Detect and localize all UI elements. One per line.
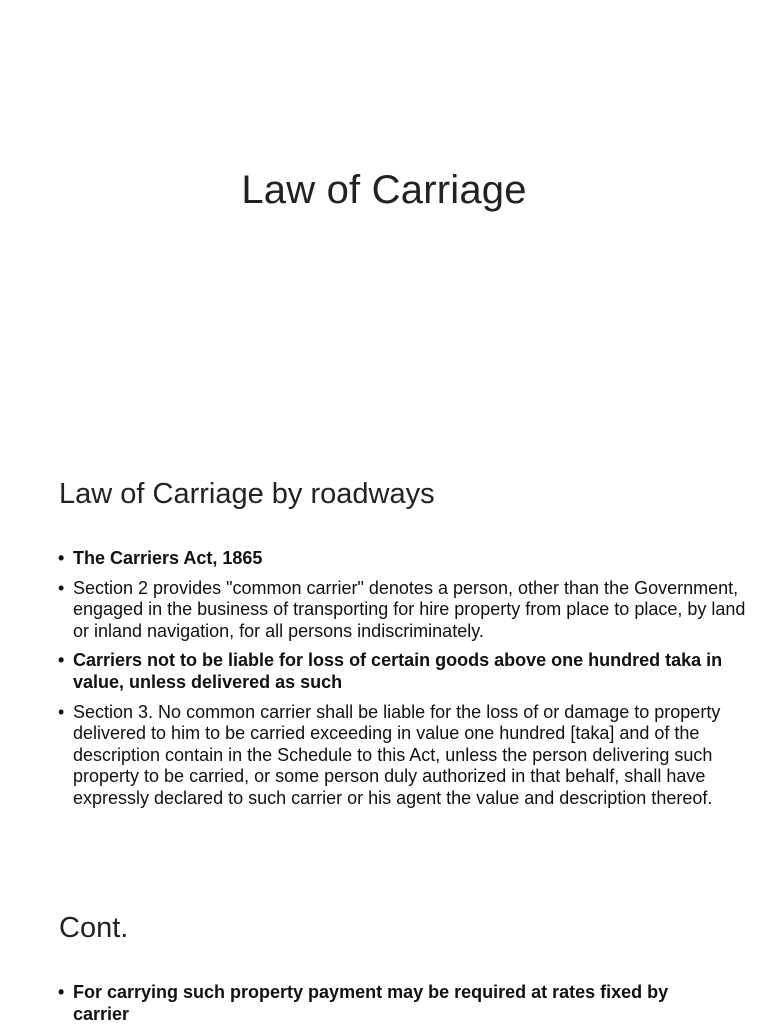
slide-title-text: Law of Carriage xyxy=(241,168,527,212)
slide-cont xyxy=(0,872,768,1024)
slide-heading: Law of Carriage by roadways xyxy=(59,478,435,510)
bullet-item: • Carriers not to be liable for loss of certain goods above one hundred taka in value, unless delivered as such xyxy=(58,650,758,693)
slide-roadways xyxy=(0,436,768,868)
bullet-item: • The Carriers Act, 1865 xyxy=(58,548,758,570)
bullet-item: • Section 3. No common carrier shall be liable for the loss of or damage to property delivered to him to be carried exceeding in value one hundred [taka] and of the description contain in the Schedule to this Act, unless the person delivering such property to be carried, or some person duly authorized in that behalf, shall have expressly declared to such carrier or his agent the value and description thereof. xyxy=(58,702,758,810)
slide-title xyxy=(0,0,768,432)
slide-heading: Cont. xyxy=(59,912,129,944)
bullet-list xyxy=(58,982,758,1033)
bullet-item: • For carrying such property payment may be required at rates fixed by carrier xyxy=(58,982,693,1025)
bullet-list xyxy=(58,548,758,818)
bullet-item: • Section 2 provides "common carrier" denotes a person, other than the Government, engaged in the business of transporting for hire property from place to place, by land or inland navigation, for all persons indiscriminately. xyxy=(58,578,758,643)
